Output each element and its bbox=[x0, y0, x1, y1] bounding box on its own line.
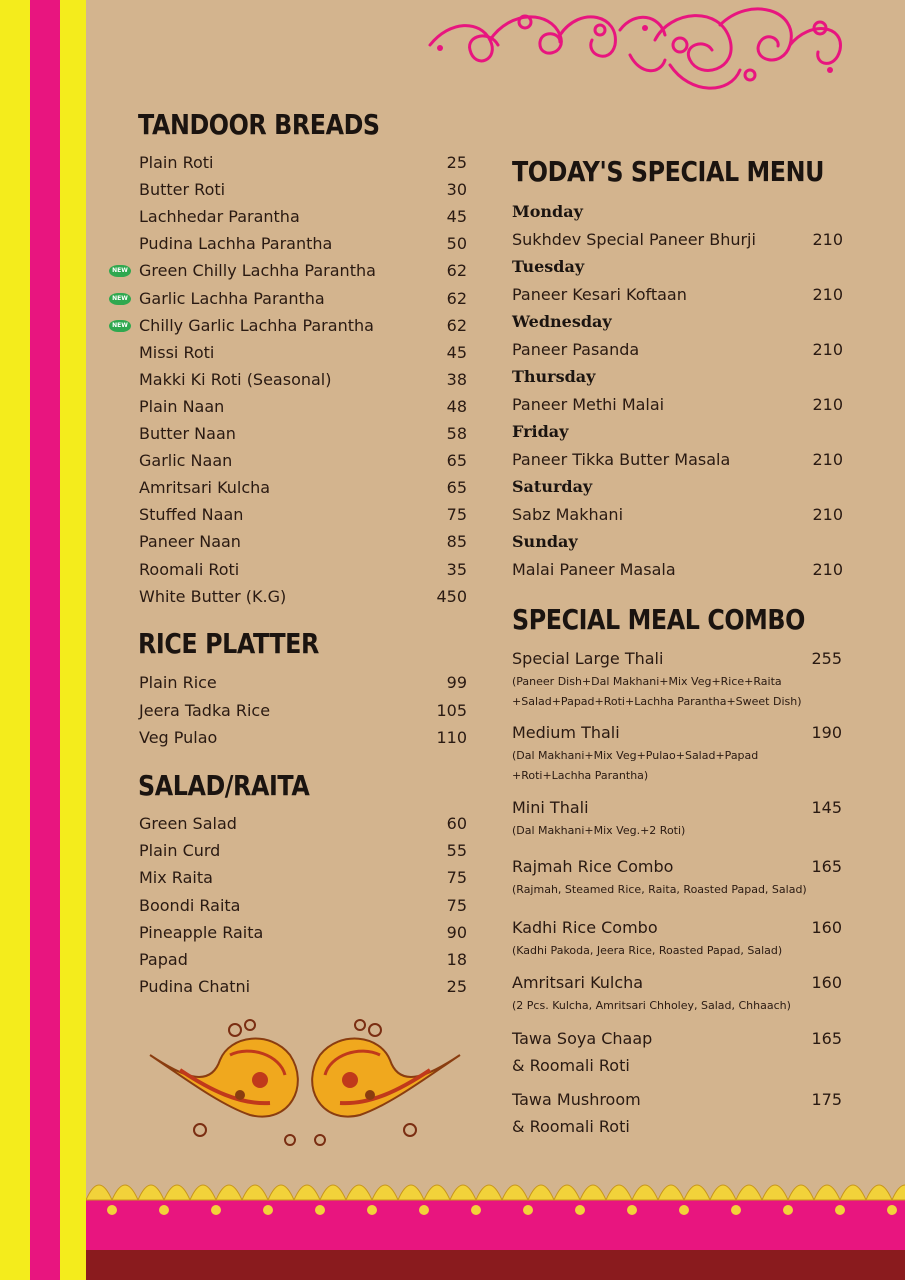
new-leaf-icon: NEW bbox=[109, 293, 131, 305]
item-price: 58 bbox=[446, 424, 467, 443]
item-name: Sabz Makhani bbox=[512, 505, 624, 524]
item-name: Jeera Tadka Rice bbox=[139, 700, 271, 720]
combo-item bbox=[512, 723, 842, 782]
item-price: 62 bbox=[446, 315, 467, 335]
item-name: Amritsari Kulcha bbox=[139, 478, 271, 498]
salad-item bbox=[139, 864, 467, 891]
item-name: Missi Roti bbox=[139, 342, 215, 362]
combo-price: 145 bbox=[811, 798, 842, 817]
item-name: Pineapple Raita bbox=[139, 922, 264, 942]
yellow-stripe-inner bbox=[60, 0, 86, 1280]
combo-name: Kadhi Rice Combo bbox=[512, 918, 658, 937]
yellow-stripe bbox=[0, 0, 30, 1280]
combo-price: 255 bbox=[811, 649, 842, 668]
combo-name: Tawa Mushroom bbox=[512, 1090, 641, 1109]
item-price: 105 bbox=[436, 700, 467, 720]
item-price: 450 bbox=[436, 586, 467, 606]
item-name: Plain Rice bbox=[139, 673, 217, 692]
item-price: 85 bbox=[446, 532, 467, 552]
item-price: 45 bbox=[446, 342, 467, 362]
item-price: 38 bbox=[446, 369, 467, 389]
item-price: 18 bbox=[446, 950, 467, 969]
combo-description: (Kadhi Pakoda, Jeera Rice, Roasted Papad, Salad) bbox=[512, 944, 783, 957]
special-day: Thursday bbox=[512, 367, 596, 386]
item-name: Boondi Raita bbox=[139, 895, 241, 915]
item-price: 30 bbox=[446, 180, 467, 200]
combo-subtitle: & Roomali Roti bbox=[512, 1056, 630, 1075]
item-price: 210 bbox=[812, 505, 843, 524]
item-price: 210 bbox=[812, 560, 843, 579]
item-name: Sukhdev Special Paneer Bhurji bbox=[512, 230, 756, 249]
item-price: 210 bbox=[812, 450, 843, 469]
tandoor-item bbox=[139, 447, 467, 474]
item-price: 75 bbox=[446, 505, 467, 525]
special-day: Tuesday bbox=[512, 257, 585, 276]
tandoor-item bbox=[139, 420, 467, 447]
special-day: Monday bbox=[512, 202, 583, 221]
combo-name: Medium Thali bbox=[512, 723, 620, 742]
combo-description: (Paneer Dish+Dal Makhani+Mix Veg+Rice+Raita +Salad+Papad+Roti+Lachha Parantha+Sweet Dish) bbox=[512, 675, 802, 708]
item-price: 90 bbox=[446, 922, 467, 942]
combo-item bbox=[512, 918, 842, 973]
combo-price: 175 bbox=[811, 1090, 842, 1109]
item-price: 60 bbox=[446, 814, 467, 833]
tandoor-item bbox=[112, 285, 467, 312]
item-price: 55 bbox=[446, 841, 467, 861]
salad-item bbox=[139, 973, 467, 1000]
tandoor-breads-heading: TANDOOR BREADS bbox=[138, 108, 380, 141]
item-name: White Butter (K.G) bbox=[139, 586, 287, 606]
item-name: Plain Curd bbox=[139, 841, 221, 861]
combo-name: Tawa Soya Chaap bbox=[512, 1029, 653, 1048]
tandoor-item bbox=[139, 393, 467, 420]
item-price: 48 bbox=[446, 396, 467, 416]
combo-item bbox=[512, 1029, 842, 1084]
item-price: 25 bbox=[446, 977, 467, 997]
salad-item bbox=[139, 892, 467, 919]
combo-description: (2 Pcs. Kulcha, Amritsari Chholey, Salad, Chhaach) bbox=[512, 999, 791, 1012]
tandoor-item bbox=[139, 556, 467, 583]
combo-item bbox=[512, 798, 842, 853]
special-dish bbox=[512, 281, 843, 308]
special-dish bbox=[512, 501, 843, 528]
item-price: 65 bbox=[446, 451, 467, 471]
combo-description: (Dal Makhani+Mix Veg+Pulao+Salad+Papad +Roti+Lachha Parantha) bbox=[512, 749, 759, 782]
tandoor-item bbox=[112, 312, 467, 339]
tandoor-item bbox=[139, 583, 467, 610]
tandoor-item bbox=[139, 230, 467, 257]
salad-raita-heading: SALAD/RAITA bbox=[138, 769, 310, 802]
tandoor-item bbox=[139, 474, 467, 501]
swirl-ornament-icon bbox=[420, 0, 850, 100]
item-price: 110 bbox=[436, 728, 467, 747]
tandoor-item bbox=[139, 339, 467, 366]
combo-item bbox=[512, 973, 842, 1028]
todays-special-heading: TODAY'S SPECIAL MENU bbox=[512, 155, 825, 188]
tandoor-item bbox=[112, 257, 467, 284]
special-day: Friday bbox=[512, 422, 569, 441]
item-name: Mix Raita bbox=[139, 868, 213, 888]
rice-item bbox=[139, 697, 467, 724]
item-name: Makki Ki Roti (Seasonal) bbox=[139, 369, 332, 389]
rice-platter-heading: RICE PLATTER bbox=[138, 627, 319, 660]
item-price: 62 bbox=[446, 261, 467, 281]
combo-item bbox=[512, 649, 842, 708]
item-price: 210 bbox=[812, 340, 843, 359]
combo-name: Amritsari Kulcha bbox=[512, 973, 644, 992]
combo-description: (Rajmah, Steamed Rice, Raita, Roasted Papad, Salad) bbox=[512, 883, 807, 896]
item-name: Lachhedar Parantha bbox=[139, 207, 300, 227]
item-price: 210 bbox=[812, 230, 843, 249]
salad-item bbox=[139, 810, 467, 837]
tandoor-item bbox=[139, 366, 467, 393]
tandoor-item bbox=[139, 176, 467, 203]
item-name: Plain Naan bbox=[139, 396, 225, 416]
item-price: 75 bbox=[446, 868, 467, 888]
item-name: Pudina Chatni bbox=[139, 977, 251, 997]
special-day: Sunday bbox=[512, 532, 578, 551]
item-price: 45 bbox=[446, 207, 467, 227]
combo-subtitle: & Roomali Roti bbox=[512, 1117, 630, 1136]
item-name: Paneer Methi Malai bbox=[512, 395, 665, 414]
combo-price: 160 bbox=[811, 973, 842, 992]
combo-item bbox=[512, 857, 842, 912]
item-name: Plain Roti bbox=[139, 153, 214, 172]
special-dish bbox=[512, 556, 843, 583]
combo-description: (Dal Makhani+Mix Veg.+2 Roti) bbox=[512, 824, 686, 837]
special-day: Saturday bbox=[512, 477, 593, 496]
item-name: Stuffed Naan bbox=[139, 505, 244, 525]
item-name: Garlic Naan bbox=[139, 451, 233, 471]
combo-item bbox=[512, 1090, 842, 1145]
rice-item bbox=[139, 669, 467, 696]
new-leaf-icon: NEW bbox=[109, 265, 131, 277]
combo-price: 165 bbox=[811, 1029, 842, 1048]
ornamental-border-icon bbox=[86, 1170, 905, 1250]
item-price: 50 bbox=[446, 234, 467, 254]
item-price: 210 bbox=[812, 285, 843, 304]
item-name: Paneer Tikka Butter Masala bbox=[512, 450, 731, 469]
salad-item bbox=[139, 946, 467, 973]
item-price: 35 bbox=[446, 559, 467, 579]
salad-item bbox=[139, 919, 467, 946]
combo-name: Special Large Thali bbox=[512, 649, 664, 668]
combo-price: 165 bbox=[811, 857, 842, 876]
rice-item bbox=[139, 724, 467, 751]
item-price: 25 bbox=[446, 153, 467, 172]
special-dish bbox=[512, 446, 843, 473]
item-price: 65 bbox=[446, 478, 467, 498]
item-price: 99 bbox=[446, 673, 467, 692]
item-name: Malai Paneer Masala bbox=[512, 560, 676, 579]
item-name: Paneer Kesari Koftaan bbox=[512, 285, 687, 304]
item-name: Chilly Garlic Lachha Parantha bbox=[139, 315, 374, 335]
combo-name: Mini Thali bbox=[512, 798, 589, 817]
item-price: 75 bbox=[446, 895, 467, 915]
item-name: Garlic Lachha Parantha bbox=[139, 288, 325, 308]
item-price: 62 bbox=[446, 288, 467, 308]
salad-item bbox=[139, 837, 467, 864]
item-name: Green Chilly Lachha Parantha bbox=[139, 261, 376, 281]
item-name: Butter Roti bbox=[139, 180, 226, 200]
item-name: Roomali Roti bbox=[139, 559, 240, 579]
tandoor-item bbox=[139, 149, 467, 176]
item-name: Papad bbox=[139, 950, 188, 969]
special-day: Wednesday bbox=[512, 312, 612, 331]
combo-price: 190 bbox=[811, 723, 842, 742]
item-name: Veg Pulao bbox=[139, 728, 218, 747]
item-name: Butter Naan bbox=[139, 424, 236, 443]
bottom-band bbox=[86, 1250, 905, 1280]
item-name: Paneer Pasanda bbox=[512, 340, 640, 359]
item-price: 210 bbox=[812, 395, 843, 414]
new-leaf-icon: NEW bbox=[109, 320, 131, 332]
pink-stripe bbox=[30, 0, 60, 1280]
meal-combo-heading: SPECIAL MEAL COMBO bbox=[512, 603, 805, 636]
combo-price: 160 bbox=[811, 918, 842, 937]
tandoor-item bbox=[139, 528, 467, 555]
item-name: Paneer Naan bbox=[139, 532, 241, 552]
item-name: Pudina Lachha Parantha bbox=[139, 234, 333, 254]
paisley-birds-icon bbox=[140, 1015, 470, 1155]
special-dish bbox=[512, 336, 843, 363]
tandoor-item bbox=[139, 501, 467, 528]
special-dish bbox=[512, 391, 843, 418]
item-name: Green Salad bbox=[139, 814, 237, 833]
tandoor-item bbox=[139, 203, 467, 230]
combo-name: Rajmah Rice Combo bbox=[512, 857, 674, 876]
special-dish bbox=[512, 226, 843, 253]
